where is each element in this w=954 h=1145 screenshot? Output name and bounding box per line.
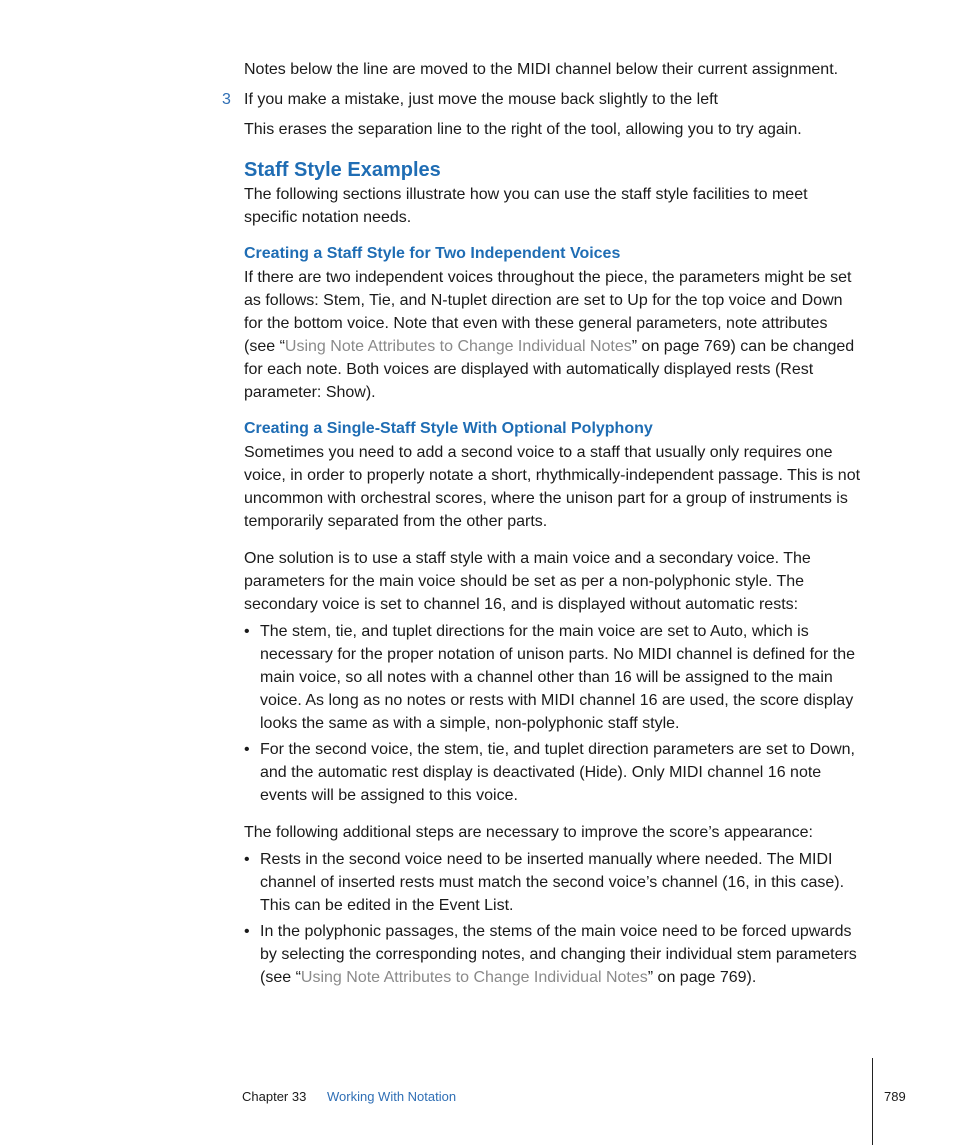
subsection-title: Creating a Single-Staff Style With Optional Polyphony <box>244 420 653 437</box>
body-line: events will be assigned to this voice. <box>260 787 518 804</box>
body-line: temporarily separated from the other parts. <box>244 513 548 530</box>
section-title: Staff Style Examples <box>244 159 441 181</box>
section-intro-line: The following sections illustrate how you can use the staff style facilities to meet <box>244 186 808 203</box>
body-line: In the polyphonic passages, the stems of the main voice need to be forced upwards <box>260 923 852 940</box>
body-line: Rests in the second voice need to be inserted manually where needed. The MIDI <box>260 851 833 868</box>
body-line: uncommon with orchestral scores, where the unison part for a group of instruments is <box>244 490 848 507</box>
body-line: parameter: Show). <box>244 384 376 401</box>
body-line-with-link <box>260 966 876 989</box>
subsection-two-voices <box>244 243 874 265</box>
body-line: channel of inserted rests must match the second voice’s channel (16, in this case). <box>260 874 845 891</box>
section-staff-style-examples <box>244 158 874 182</box>
body-line-with-link <box>244 335 874 358</box>
body-line: For the second voice, the stem, tie, and tuplet direction parameters are set to Down, <box>260 741 855 758</box>
section-intro <box>244 183 874 229</box>
section-intro-line: specific notation needs. <box>244 209 412 226</box>
footer-chapter-title: Working With Notation <box>327 1089 457 1104</box>
body-line: by selecting the corresponding notes, and changing their individual stem parameters <box>260 946 857 963</box>
body-line: The following additional steps are necessary to improve the score’s appearance: <box>244 824 813 841</box>
text: (see “ <box>244 338 285 355</box>
bullet-item-main-voice <box>260 620 876 735</box>
page-number: 789 <box>884 1089 906 1104</box>
body-line: main voice, so all notes with a channel other than 16 will be assigned to the main <box>260 669 833 686</box>
body-line: Sometimes you need to add a second voice to a staff that usually only requires one <box>244 444 833 461</box>
para-notes-below <box>244 58 874 81</box>
body-line: parameters for the main voice should be set as per a non-polyphonic style. The <box>244 573 805 590</box>
step-number: 3 <box>222 91 231 108</box>
body-line: secondary voice is set to channel 16, and is displayed without automatic rests: <box>244 596 799 613</box>
step-3 <box>244 88 874 111</box>
polyphony-para-2 <box>244 547 874 616</box>
body-line: The stem, tie, and tuplet directions for the main voice are set to Auto, which is <box>260 623 809 640</box>
body-line: If there are two independent voices throughout the piece, the parameters might be set <box>244 269 852 286</box>
subsection-polyphony <box>244 418 874 440</box>
bullet-marker: • <box>244 851 250 868</box>
bullet-marker: • <box>244 623 250 640</box>
subsection-title: Creating a Staff Style for Two Independent Voices <box>244 245 621 262</box>
body-line: for the bottom voice. Note that even with these general parameters, note attributes <box>244 315 828 332</box>
para-notes-below-text: Notes below the line are moved to the MIDI channel below their current assignment. <box>244 61 839 78</box>
bullet-item-second-voice <box>260 738 876 807</box>
body-line: This can be edited in the Event List. <box>260 897 514 914</box>
subsection-two-voices-body <box>244 266 874 404</box>
cross-reference-link[interactable]: Using Note Attributes to Change Individual Notes <box>300 969 648 986</box>
bullet-item-stems <box>260 920 876 989</box>
text: (see “ <box>260 969 301 986</box>
body-line: necessary for the proper notation of unison parts. No MIDI channel is defined for the <box>260 646 855 663</box>
footer-chapter: Chapter 33 <box>242 1089 307 1104</box>
cross-reference-link[interactable]: Using Note Attributes to Change Individual Notes <box>284 338 632 355</box>
body-line: and the automatic rest display is deactivated (Hide). Only MIDI channel 16 note <box>260 764 822 781</box>
polyphony-para-3 <box>244 821 874 844</box>
body-line: as follows: Stem, Tie, and N-tuplet direction are set to Up for the top voice and Down <box>244 292 843 309</box>
para-erases-text: This erases the separation line to the right of the tool, allowing you to try again. <box>244 121 802 138</box>
para-erases <box>244 118 874 141</box>
bullet-item-rests <box>260 848 876 917</box>
bullet-marker: • <box>244 741 250 758</box>
step-3-text: If you make a mistake, just move the mouse back slightly to the left <box>244 91 718 108</box>
bullet-marker: • <box>244 923 250 940</box>
body-line: for each note. Both voices are displayed with automatically displayed rests (Rest <box>244 361 814 378</box>
body-line: voice, in order to properly notate a short, rhythmically-independent passage. This is not <box>244 467 861 484</box>
text: ” on page 769). <box>647 969 757 986</box>
text: ” on page 769) can be changed <box>631 338 855 355</box>
polyphony-para-1 <box>244 441 874 533</box>
body-line: voice. As long as no notes or rests with MIDI channel 16 are used, the score display <box>260 692 854 709</box>
body-line: looks the same as with a simple, non-polyphonic staff style. <box>260 715 680 732</box>
body-line: One solution is to use a staff style with a main voice and a secondary voice. The <box>244 550 811 567</box>
footer-divider <box>872 1058 873 1145</box>
